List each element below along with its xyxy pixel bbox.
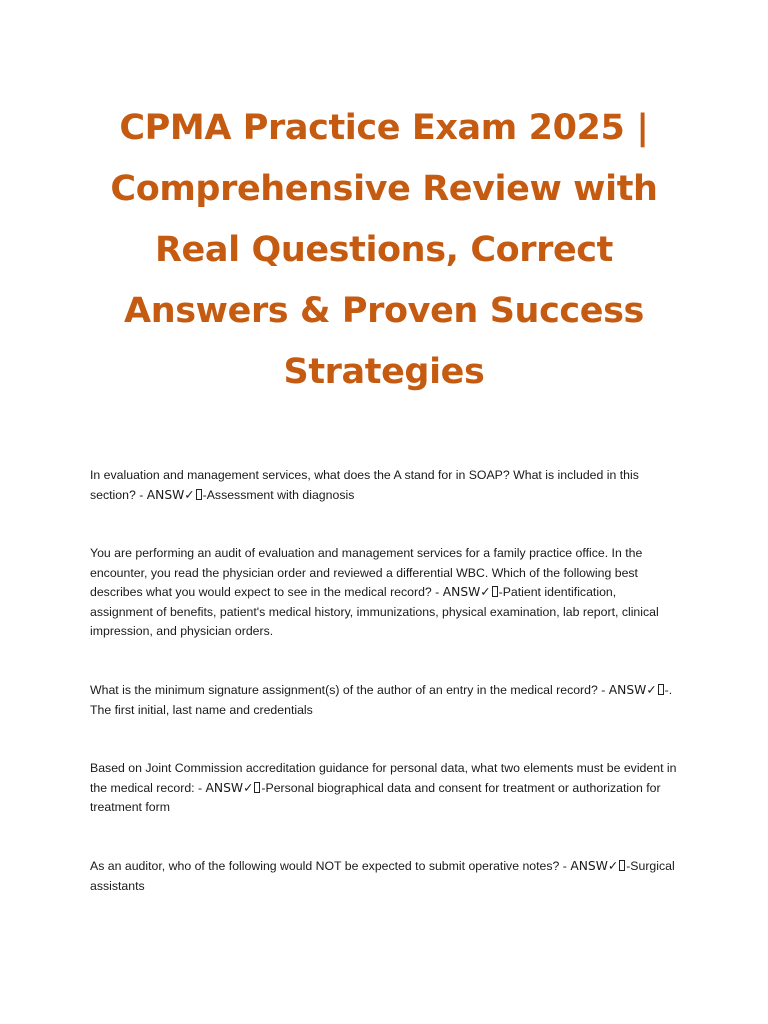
answer-text: -Personal biographical data and consent for treatment or authorization for treatment form	[90, 780, 661, 814]
answer-text: -Patient identification, assignment of benefits, patient's medical history, immunizations, physical examination, lab report, clinical impression, and physician orders.	[90, 585, 659, 638]
answer-marker: ANSW✓	[570, 859, 619, 873]
answer-marker: ANSW✓	[146, 487, 195, 502]
question-text: In evaluation and management services, what does the A stand for in SOAP? What is included in this section? -	[90, 468, 639, 502]
answer-marker: ANSW✓	[608, 683, 657, 697]
qa-item-1	[90, 466, 680, 505]
answer-text: -. The first initial, last name and credentials	[90, 683, 673, 717]
missing-glyph-icon	[492, 586, 498, 597]
qa-item-3	[90, 681, 680, 720]
question-text: What is the minimum signature assignment(s) of the author of an entry in the medical record? -	[90, 683, 609, 697]
missing-glyph-icon	[196, 489, 202, 500]
question-text: Based on Joint Commission accreditation guidance for personal data, what two elements must be evident in the medical record: -	[90, 761, 677, 795]
missing-glyph-icon	[254, 782, 260, 793]
qa-item-4	[90, 759, 680, 818]
missing-glyph-icon	[658, 684, 664, 695]
question-text: You are performing an audit of evaluation and management services for a family practice office. In the encounter, you read the physician order and reviewed a differential WBC. Which of the following best describes what you would expect to see in the medical record? -	[90, 546, 643, 599]
document-title: CPMA Practice Exam 2025 | Comprehensive Review with Real Questions, Correct Answers & Proven Success Strategies	[110, 108, 658, 392]
answer-text: -Surgical assistants	[90, 859, 675, 893]
qa-item-2	[90, 544, 680, 642]
answer-marker: ANSW✓	[442, 585, 491, 599]
answer-marker: ANSW✓	[205, 780, 254, 795]
answer-text: -Assessment with diagnosis	[202, 487, 355, 502]
qa-item-5	[90, 857, 680, 896]
question-text: As an auditor, who of the following would NOT be expected to submit operative notes? -	[90, 859, 571, 873]
missing-glyph-icon	[619, 860, 625, 871]
